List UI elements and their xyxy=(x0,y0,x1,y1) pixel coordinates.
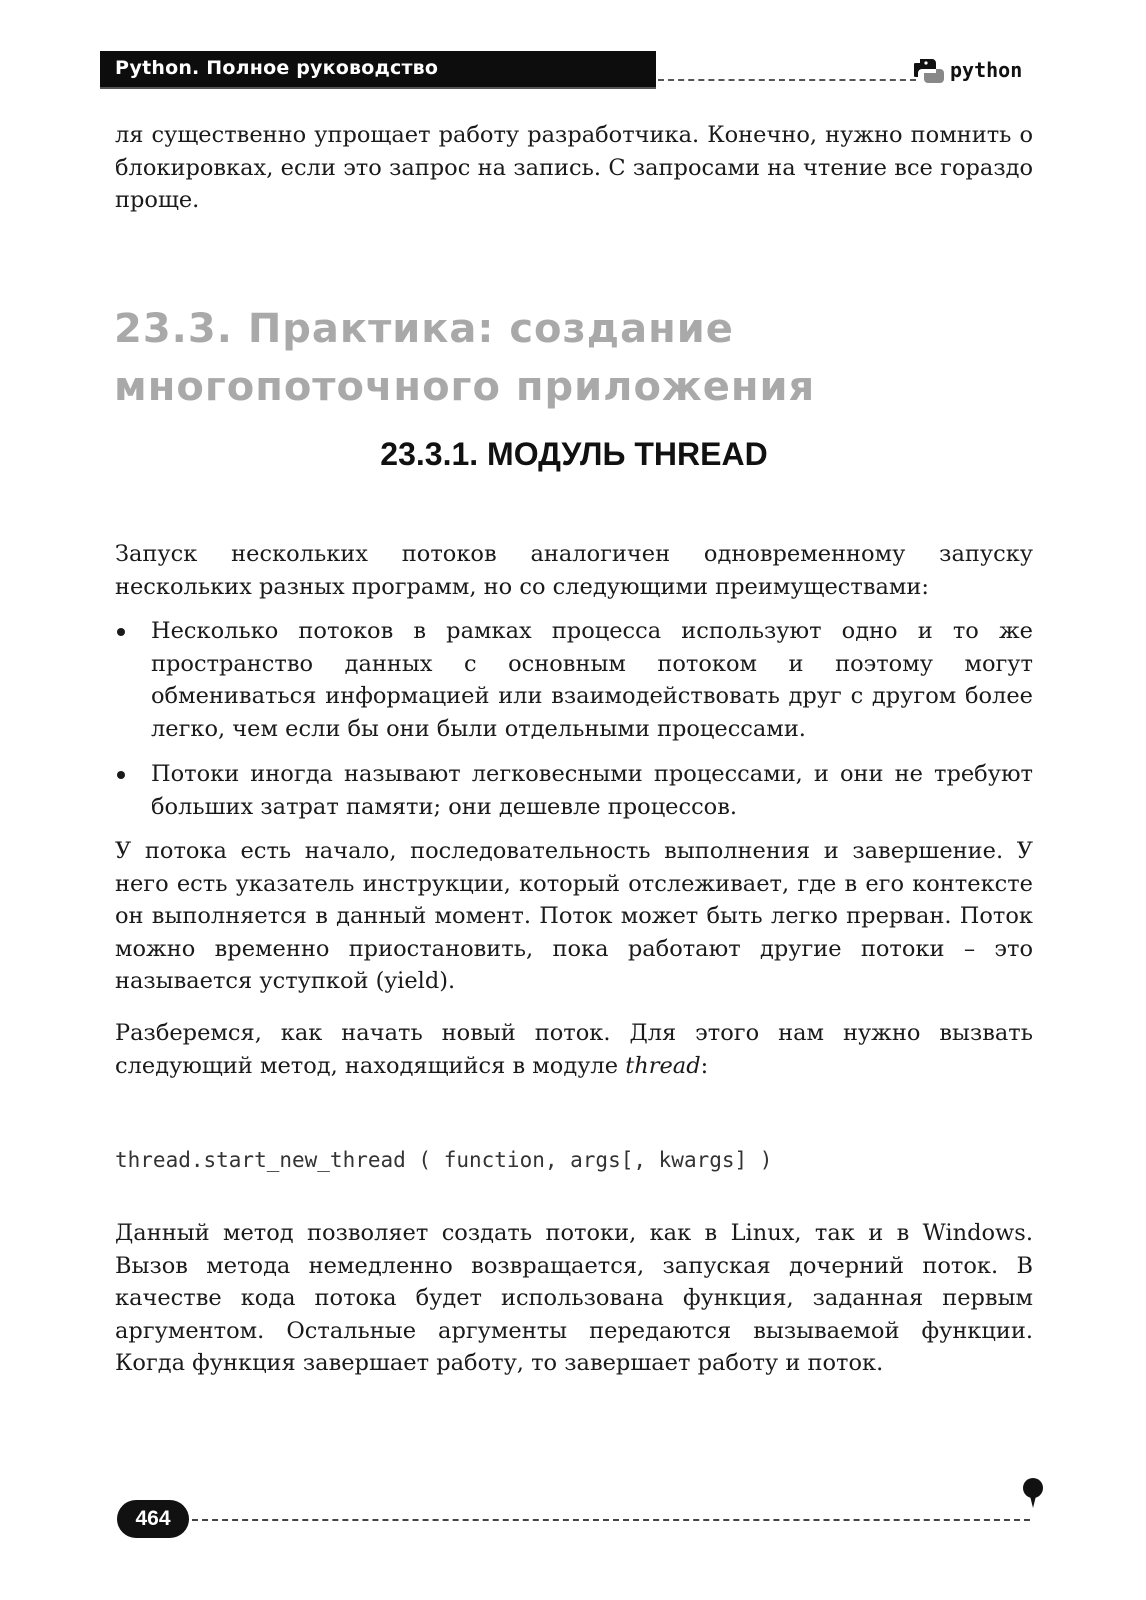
list-item xyxy=(115,758,1033,823)
python-logo-text: python xyxy=(950,58,1023,82)
page-number-badge xyxy=(117,1500,189,1538)
list-item-text: Потоки иногда называют легковесными процессами, и они не требуют больших затрат памяти; они дешевле процессов. xyxy=(151,761,1033,820)
list-item xyxy=(115,615,1033,745)
bullet-icon xyxy=(117,771,125,779)
section-title-line-2: многопоточного приложения xyxy=(114,364,816,410)
module-name: thread xyxy=(625,1052,701,1079)
header-dotted-rule xyxy=(658,79,916,81)
section-title xyxy=(114,300,1014,416)
paragraph-3-end: : xyxy=(700,1052,709,1079)
running-header-title: Python. Полное руководство xyxy=(115,57,439,79)
subsection-title: 23.3.1. МОДУЛЬ THREAD xyxy=(380,436,768,472)
paragraph-2: У потока есть начало, последовательность выполнения и завершение. У него есть указатель инструкции, который отслеживает, где в его контексте он выполняется в данный момент. Поток может быть легко прерван. Поток можно временно приостановить, пока работают другие потоки – это называется уступкой (yield). xyxy=(115,838,1033,994)
pin-icon xyxy=(1022,1478,1044,1510)
paragraph-4: Данный метод позволяет создать потоки, как в Linux, так и в Windows. Вызов метода немедленно возвращается, запуская дочерний поток. В качестве кода потока будет использована функция, заданная первым аргументом. Остальные аргументы передаются вызываемой функции. Когда функция завершает работу, то завершает работу и поток. xyxy=(115,1220,1033,1376)
section-title-line-1: 23.3. Практика: создание xyxy=(114,306,734,352)
list-item-text: Несколько потоков в рамках процесса используют одно и то же пространство данных с основным потоком и поэтому могут обмениваться информацией или взаимодействовать друг с другом более легко, чем если бы они были отдельными процессами. xyxy=(151,618,1033,742)
paragraph-1: Запуск нескольких потоков аналогичен одновременному запуску нескольких разных программ, но со следующими преимуществами: xyxy=(115,541,1033,600)
code-snippet: thread.start_new_thread ( function, args[, kwargs] ) xyxy=(115,1148,773,1172)
paragraph-3 xyxy=(115,1017,1033,1082)
advantages-list xyxy=(115,615,1033,823)
footer-dotted-rule xyxy=(192,1519,1030,1521)
intro-paragraph: ля существенно упрощает работу разработчика. Конечно, нужно помнить о блокировках, если это запрос на запись. С запросами на чтение все гораздо проще. xyxy=(115,122,1033,213)
running-header-bar xyxy=(100,51,656,87)
page-number: 464 xyxy=(135,1507,171,1530)
python-snake-icon xyxy=(914,55,946,85)
paragraph-3-text: Разберемся, как начать новый поток. Для этого нам нужно вызвать следующий метод, находящийся в модуле xyxy=(115,1020,1033,1079)
bullet-icon xyxy=(117,628,125,636)
